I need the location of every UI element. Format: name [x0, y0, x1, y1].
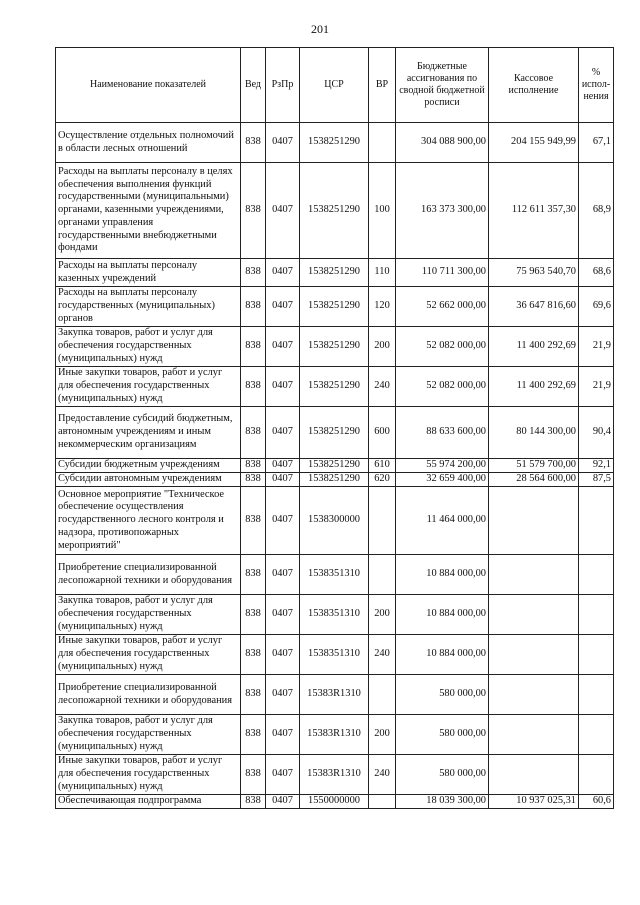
cell-name: Закупка товаров, работ и услуг для обеспечения государственных (муниципальных) нужд — [56, 327, 241, 367]
cell-ved: 838 — [241, 163, 266, 259]
cell-csr: 15383R1310 — [300, 675, 369, 715]
cell-csr: 1550000000 — [300, 795, 369, 809]
cell-ved: 838 — [241, 473, 266, 487]
cell-pct: 90,4 — [579, 407, 614, 459]
cell-vr — [369, 487, 396, 555]
cell-ved: 838 — [241, 327, 266, 367]
cell-csr: 15383R1310 — [300, 755, 369, 795]
cell-pct: 67,1 — [579, 123, 614, 163]
cell-ved: 838 — [241, 123, 266, 163]
cell-csr: 1538251290 — [300, 123, 369, 163]
cell-allocations: 10 884 000,00 — [396, 635, 489, 675]
table-row — [56, 555, 614, 595]
cell-ved: 838 — [241, 287, 266, 327]
cell-rzpr: 0407 — [266, 675, 300, 715]
cell-vr: 100 — [369, 163, 396, 259]
table-row — [56, 123, 614, 163]
table-row — [56, 287, 614, 327]
cell-name: Закупка товаров, работ и услуг для обеспечения государственных (муниципальных) нужд — [56, 715, 241, 755]
table-row — [56, 675, 614, 715]
cell-rzpr: 0407 — [266, 287, 300, 327]
cell-pct: 68,9 — [579, 163, 614, 259]
table-row — [56, 407, 614, 459]
cell-cash — [489, 595, 579, 635]
cell-allocations: 580 000,00 — [396, 755, 489, 795]
cell-allocations: 52 662 000,00 — [396, 287, 489, 327]
cell-ved: 838 — [241, 459, 266, 473]
cell-ved: 838 — [241, 259, 266, 287]
cell-allocations: 10 884 000,00 — [396, 555, 489, 595]
cell-vr — [369, 123, 396, 163]
cell-csr: 1538251290 — [300, 367, 369, 407]
cell-pct — [579, 635, 614, 675]
cell-pct: 21,9 — [579, 367, 614, 407]
table-row — [56, 163, 614, 259]
cell-ved: 838 — [241, 675, 266, 715]
table-row — [56, 473, 614, 487]
cell-cash: 10 937 025,31 — [489, 795, 579, 809]
cell-csr: 1538351310 — [300, 635, 369, 675]
header-allocations: Бюджетные ассигнования по сводной бюджетной росписи — [396, 48, 489, 123]
cell-csr: 1538251290 — [300, 459, 369, 473]
cell-cash — [489, 555, 579, 595]
cell-csr: 1538351310 — [300, 595, 369, 635]
cell-vr: 240 — [369, 367, 396, 407]
table-row — [56, 367, 614, 407]
cell-allocations: 304 088 900,00 — [396, 123, 489, 163]
cell-rzpr: 0407 — [266, 407, 300, 459]
cell-vr: 620 — [369, 473, 396, 487]
header-name: Наименование показателей — [56, 48, 241, 123]
cell-ved: 838 — [241, 795, 266, 809]
cell-allocations: 52 082 000,00 — [396, 367, 489, 407]
cell-pct: 68,6 — [579, 259, 614, 287]
cell-allocations: 18 039 300,00 — [396, 795, 489, 809]
cell-cash: 28 564 600,00 — [489, 473, 579, 487]
cell-vr — [369, 675, 396, 715]
cell-pct — [579, 675, 614, 715]
cell-pct: 60,6 — [579, 795, 614, 809]
cell-allocations: 10 884 000,00 — [396, 595, 489, 635]
cell-name: Осуществление отдельных полномочий в области лесных отношений — [56, 123, 241, 163]
cell-ved: 838 — [241, 555, 266, 595]
table-row — [56, 755, 614, 795]
cell-csr: 1538300000 — [300, 487, 369, 555]
cell-name: Иные закупки товаров, работ и услуг для обеспечения государственных (муниципальных) нужд — [56, 755, 241, 795]
cell-name: Расходы на выплаты персоналу в целях обеспечения выполнения функций государственными (муниципальными) органами, казенными учреждениями, органами управления государственными внебюджетными фондами — [56, 163, 241, 259]
header-vr: ВР — [369, 48, 396, 123]
cell-name: Расходы на выплаты персоналу государственных (муниципальных) органов — [56, 287, 241, 327]
cell-allocations: 52 082 000,00 — [396, 327, 489, 367]
header-rzpr: РзПр — [266, 48, 300, 123]
cell-csr: 15383R1310 — [300, 715, 369, 755]
cell-ved: 838 — [241, 367, 266, 407]
cell-rzpr: 0407 — [266, 327, 300, 367]
cell-rzpr: 0407 — [266, 487, 300, 555]
cell-vr: 200 — [369, 327, 396, 367]
cell-name: Иные закупки товаров, работ и услуг для обеспечения государственных (муниципальных) нужд — [56, 635, 241, 675]
cell-cash: 75 963 540,70 — [489, 259, 579, 287]
cell-vr: 200 — [369, 595, 396, 635]
cell-allocations: 11 464 000,00 — [396, 487, 489, 555]
cell-cash: 51 579 700,00 — [489, 459, 579, 473]
cell-csr: 1538351310 — [300, 555, 369, 595]
table-body — [56, 123, 614, 809]
cell-name: Закупка товаров, работ и услуг для обеспечения государственных (муниципальных) нужд — [56, 595, 241, 635]
cell-name: Расходы на выплаты персоналу казенных учреждений — [56, 259, 241, 287]
cell-cash: 204 155 949,99 — [489, 123, 579, 163]
cell-cash: 11 400 292,69 — [489, 367, 579, 407]
cell-ved: 838 — [241, 487, 266, 555]
cell-vr — [369, 555, 396, 595]
cell-name: Субсидии бюджетным учреждениям — [56, 459, 241, 473]
cell-cash: 11 400 292,69 — [489, 327, 579, 367]
cell-allocations: 163 373 300,00 — [396, 163, 489, 259]
cell-allocations: 55 974 200,00 — [396, 459, 489, 473]
cell-pct — [579, 555, 614, 595]
cell-vr: 110 — [369, 259, 396, 287]
header-ved: Вед — [241, 48, 266, 123]
cell-rzpr: 0407 — [266, 259, 300, 287]
cell-rzpr: 0407 — [266, 473, 300, 487]
cell-vr: 600 — [369, 407, 396, 459]
cell-cash: 112 611 357,30 — [489, 163, 579, 259]
cell-name: Основное мероприятие "Техническое обеспечение осуществления государственного лесного контроля и надзора, противопожарных мероприятий" — [56, 487, 241, 555]
cell-rzpr: 0407 — [266, 755, 300, 795]
cell-pct: 87,5 — [579, 473, 614, 487]
cell-pct: 92,1 — [579, 459, 614, 473]
cell-cash — [489, 675, 579, 715]
cell-csr: 1538251290 — [300, 327, 369, 367]
cell-csr: 1538251290 — [300, 287, 369, 327]
cell-vr: 610 — [369, 459, 396, 473]
table-row — [56, 327, 614, 367]
cell-rzpr: 0407 — [266, 555, 300, 595]
cell-csr: 1538251290 — [300, 259, 369, 287]
cell-rzpr: 0407 — [266, 123, 300, 163]
cell-csr: 1538251290 — [300, 163, 369, 259]
header-pct: % испол-нения — [579, 48, 614, 123]
cell-cash — [489, 635, 579, 675]
cell-name: Предоставление субсидий бюджетным, автономным учреждениям и иным некоммерческим организациям — [56, 407, 241, 459]
header-cash: Кассовое исполнение — [489, 48, 579, 123]
cell-ved: 838 — [241, 595, 266, 635]
cell-pct — [579, 595, 614, 635]
cell-rzpr: 0407 — [266, 795, 300, 809]
cell-rzpr: 0407 — [266, 635, 300, 675]
cell-name: Иные закупки товаров, работ и услуг для обеспечения государственных (муниципальных) нужд — [56, 367, 241, 407]
budget-table — [55, 47, 614, 809]
cell-pct — [579, 755, 614, 795]
table-row — [56, 259, 614, 287]
cell-pct — [579, 487, 614, 555]
cell-cash — [489, 487, 579, 555]
table-row — [56, 487, 614, 555]
cell-pct: 69,6 — [579, 287, 614, 327]
cell-rzpr: 0407 — [266, 715, 300, 755]
cell-vr — [369, 795, 396, 809]
table-row — [56, 715, 614, 755]
cell-rzpr: 0407 — [266, 367, 300, 407]
cell-allocations: 32 659 400,00 — [396, 473, 489, 487]
cell-name: Обеспечивающая подпрограмма — [56, 795, 241, 809]
cell-rzpr: 0407 — [266, 459, 300, 473]
table-row — [56, 795, 614, 809]
cell-name: Субсидии автономным учреждениям — [56, 473, 241, 487]
cell-cash: 36 647 816,60 — [489, 287, 579, 327]
cell-rzpr: 0407 — [266, 595, 300, 635]
cell-allocations: 88 633 600,00 — [396, 407, 489, 459]
cell-pct: 21,9 — [579, 327, 614, 367]
cell-allocations: 580 000,00 — [396, 715, 489, 755]
cell-allocations: 580 000,00 — [396, 675, 489, 715]
header-csr: ЦСР — [300, 48, 369, 123]
table-header-row — [56, 48, 614, 123]
cell-pct — [579, 715, 614, 755]
table-row — [56, 595, 614, 635]
table-row — [56, 635, 614, 675]
cell-vr: 200 — [369, 715, 396, 755]
cell-csr: 1538251290 — [300, 473, 369, 487]
cell-cash: 80 144 300,00 — [489, 407, 579, 459]
cell-ved: 838 — [241, 715, 266, 755]
cell-cash — [489, 755, 579, 795]
cell-vr: 240 — [369, 755, 396, 795]
page-number: 201 — [311, 22, 329, 36]
cell-vr: 120 — [369, 287, 396, 327]
cell-vr: 240 — [369, 635, 396, 675]
cell-name: Приобретение специализированной лесопожарной техники и оборудования — [56, 675, 241, 715]
cell-allocations: 110 711 300,00 — [396, 259, 489, 287]
table-row — [56, 459, 614, 473]
cell-ved: 838 — [241, 407, 266, 459]
cell-ved: 838 — [241, 635, 266, 675]
cell-cash — [489, 715, 579, 755]
cell-ved: 838 — [241, 755, 266, 795]
cell-name: Приобретение специализированной лесопожарной техники и оборудования — [56, 555, 241, 595]
cell-csr: 1538251290 — [300, 407, 369, 459]
cell-rzpr: 0407 — [266, 163, 300, 259]
